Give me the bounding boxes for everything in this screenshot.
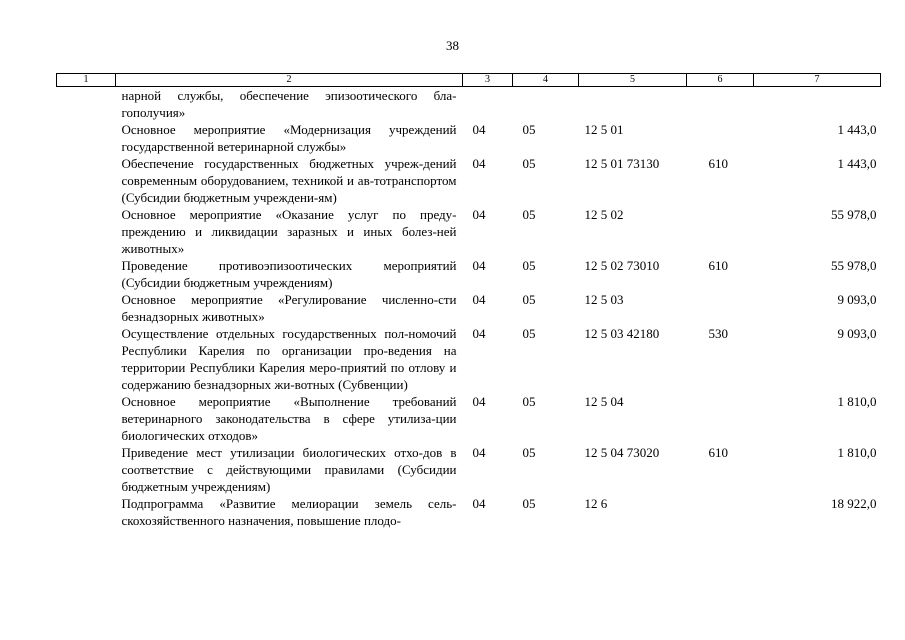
description-cell [116, 291, 463, 325]
expense-type-cell [687, 121, 754, 155]
row-number-cell [57, 155, 116, 206]
subsection-cell: 05 [522, 394, 536, 409]
row-number-cell [57, 291, 116, 325]
column-number-row [57, 74, 881, 87]
description-text: Приведение мест утилизации биологических отхо-дов в соответствие с действующими правилами (Субсидии бюджетным учреждениям) [121, 445, 457, 494]
table-row [57, 121, 881, 155]
row-number-cell [57, 257, 116, 291]
description-text: Проведение противоэпизоотических мероприятий (Субсидии бюджетным учреждениям) [121, 258, 457, 290]
description-text: Основное мероприятие «Регулирование численно-сти безнадзорных животных» [121, 292, 457, 324]
row-number-cell [57, 87, 116, 122]
section-cell: 04 [472, 445, 486, 460]
table-row [57, 155, 881, 206]
expense-type-cell [687, 206, 754, 257]
section-cell: 04 [472, 496, 486, 511]
description-cell [116, 393, 463, 444]
table-row [57, 87, 881, 122]
description-cell [116, 155, 463, 206]
amount-cell: 9 093,0 [837, 292, 877, 307]
subsection-cell: 05 [522, 292, 536, 307]
table-body [57, 87, 881, 530]
row-number-cell [57, 121, 116, 155]
expense-type-cell [687, 495, 754, 529]
section-cell: 04 [472, 258, 486, 273]
description-cell [116, 444, 463, 495]
target-article-cell: 12 5 03 [584, 292, 624, 307]
section-cell: 04 [472, 122, 486, 137]
col-header-3: 3 [463, 74, 513, 87]
row-number-cell [57, 393, 116, 444]
description-text: Осуществление отдельных государственных пол-номочий Республики Карелия по организации про-ведения на территории Республики Карелия меро-приятий по отлову и содержанию безнадзорных жи-вотных (Субвенции) [121, 326, 457, 392]
amount-cell: 1 810,0 [837, 394, 877, 409]
budget-table [56, 73, 881, 529]
description-cell [116, 325, 463, 393]
col-header-1: 1 [57, 74, 116, 87]
section-cell: 04 [472, 326, 486, 341]
subsection-cell: 05 [522, 326, 536, 341]
expense-type-cell [687, 291, 754, 325]
expense-type-cell: 530 [708, 326, 728, 341]
amount-cell [754, 87, 881, 122]
col-header-4: 4 [513, 74, 579, 87]
col-header-2: 2 [116, 74, 463, 87]
row-number-cell [57, 495, 116, 529]
expense-type-cell: 610 [708, 258, 728, 273]
row-number-cell [57, 444, 116, 495]
target-article-cell: 12 5 04 [584, 394, 624, 409]
amount-cell: 1 810,0 [837, 445, 877, 460]
amount-cell: 1 443,0 [837, 122, 877, 137]
expense-type-cell [687, 87, 754, 122]
col-header-5: 5 [579, 74, 687, 87]
subsection-cell: 05 [522, 207, 536, 222]
table-row [57, 325, 881, 393]
description-cell [116, 121, 463, 155]
subsection-cell: 05 [522, 496, 536, 511]
target-article-cell: 12 5 03 42180 [584, 326, 660, 341]
description-cell [116, 495, 463, 529]
target-article-cell: 12 5 04 73020 [584, 445, 660, 460]
table-row [57, 393, 881, 444]
subsection-cell: 05 [522, 258, 536, 273]
amount-cell: 55 978,0 [831, 258, 877, 273]
section-cell: 04 [472, 292, 486, 307]
amount-cell: 9 093,0 [837, 326, 877, 341]
table-row [57, 257, 881, 291]
subsection-cell: 05 [522, 122, 536, 137]
amount-cell: 1 443,0 [837, 156, 877, 171]
table-row [57, 444, 881, 495]
target-article-cell: 12 5 01 [584, 122, 624, 137]
expense-type-cell [687, 393, 754, 444]
table-row [57, 291, 881, 325]
subsection-cell: 05 [522, 445, 536, 460]
amount-cell: 18 922,0 [831, 496, 877, 511]
description-cell [116, 257, 463, 291]
target-article-cell [579, 87, 687, 122]
target-article-cell: 12 5 02 [584, 207, 624, 222]
table-row [57, 206, 881, 257]
description-text: Обеспечение государственных бюджетных учреж-дений современным оборудованием, техникой и ав-тотранспортом (Субсидии бюджетным учреждени-ям) [121, 156, 457, 205]
col-header-7: 7 [754, 74, 881, 87]
subsection-cell: 05 [522, 156, 536, 171]
col-header-6: 6 [687, 74, 754, 87]
target-article-cell: 12 5 02 73010 [584, 258, 660, 273]
row-number-cell [57, 325, 116, 393]
amount-cell: 55 978,0 [831, 207, 877, 222]
target-article-cell: 12 6 [584, 496, 608, 511]
row-number-cell [57, 206, 116, 257]
section-cell [463, 87, 513, 122]
page-number: 38 [446, 38, 459, 53]
description-cell [116, 87, 463, 122]
description-text: нарной службы, обеспечение эпизоотического бла-гополучия» [121, 88, 457, 120]
description-text: Подпрограмма «Развитие мелиорации земель сель-скохозяйственного назначения, повышение плодо- [121, 496, 457, 528]
section-cell: 04 [472, 207, 486, 222]
subsection-cell [513, 87, 579, 122]
section-cell: 04 [472, 394, 486, 409]
expense-type-cell: 610 [708, 445, 728, 460]
description-text: Основное мероприятие «Выполнение требований ветеринарного законодательства в сфере утилиза-ции биологических отходов» [121, 394, 457, 443]
description-text: Основное мероприятие «Модернизация учреждений государственной ветеринарной службы» [121, 122, 457, 154]
description-cell [116, 206, 463, 257]
description-text: Основное мероприятие «Оказание услуг по преду-преждению и ликвидации заразных и иных болез-ней животных» [121, 207, 457, 256]
target-article-cell: 12 5 01 73130 [584, 156, 660, 171]
section-cell: 04 [472, 156, 486, 171]
table-row [57, 495, 881, 529]
expense-type-cell: 610 [708, 156, 728, 171]
